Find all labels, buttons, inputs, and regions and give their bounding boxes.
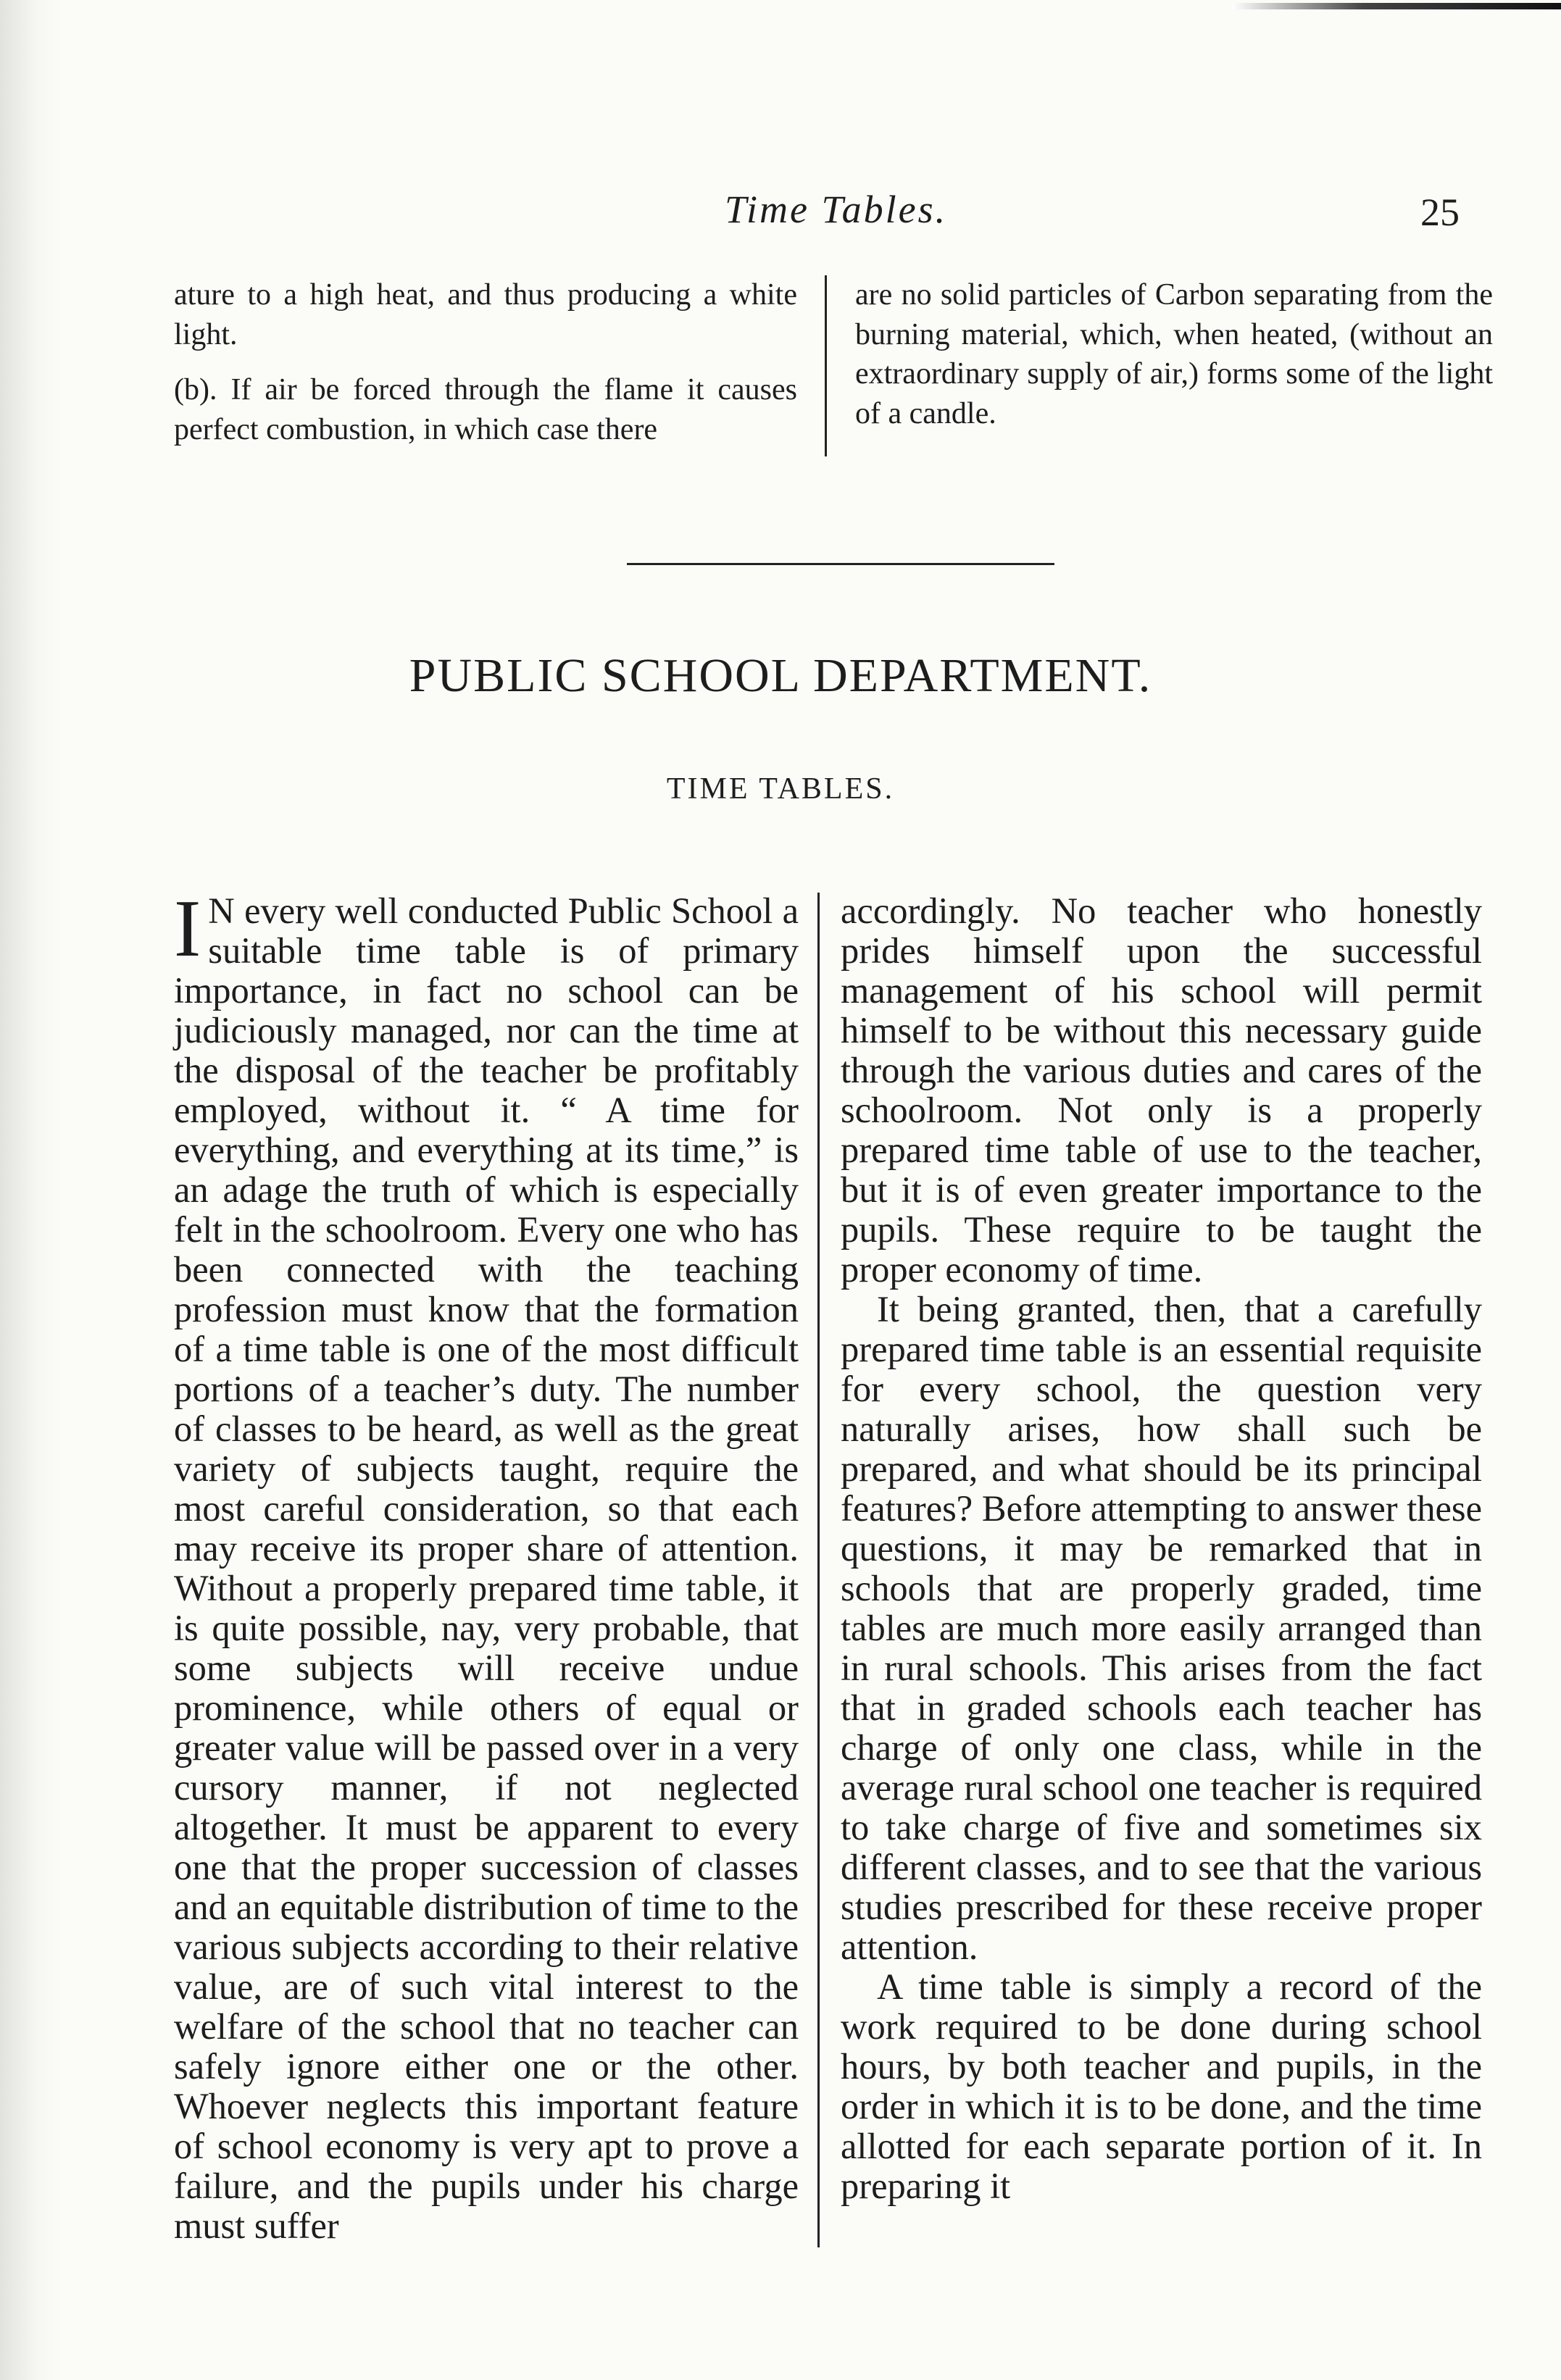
top-right-column (855, 275, 1493, 449)
article-paragraph-1-continued: accordingly. No teacher who honestly prides himself upon the successful management of his school will permit himself to be without this necessary guide through the various duties and cares of the schoolroom. Not only is a properly prepared time table of use to the teacher, but it is of even greater importance to the pupils. These require to be taught the proper economy of time. (841, 890, 1482, 1290)
article-paragraph-3: A time table is simply a record of the work required to be done during school hours, by both teacher and pupils, in the order in which it is to be done, and the time allotted for each separate portion of it. In preparing it (841, 1966, 1482, 2206)
article-paragraph-1 (174, 884, 799, 2246)
top-left-paragraph-1: ature to a high heat, and thus producing a white light. (174, 278, 797, 351)
department-title: PUBLIC SCHOOL DEPARTMENT. (409, 649, 1152, 702)
article-paragraph-2: It being granted, then, that a carefully prepared time table is an essential requisite for every school, the question very naturally arises, how shall such be prepared, and what should be its principal features? Before attempting to answer these questions, it may be remarked that in schools that are properly graded, time tables are much more easily arranged than in rural schools. This arises from the fact that in graded schools each teacher has charge of only one class, while in the average rural school one teacher is required to take charge of five and sometimes six different classes, and to see that the various studies prescribed for these receive proper attention. (841, 1289, 1482, 1967)
top-rule (1232, 3, 1561, 9)
drop-cap: I (174, 884, 201, 974)
article-left-column (174, 884, 799, 2304)
section-rule (627, 563, 1054, 565)
running-title: Time Tables. (725, 188, 948, 231)
top-column-divider (825, 275, 827, 456)
article-title: TIME TABLES. (666, 772, 895, 806)
top-left-paragraph-2: (b). If air be forced through the flame it causes perfect combustion, in which case there (174, 373, 797, 446)
article-column-divider (817, 893, 820, 2247)
scan-edge-shadow (0, 0, 62, 2380)
article-paragraph-1-text: N every well conducted Public School a suitable time table is of primary importance, in fact no school can be judiciously managed, nor can the time at the disposal of the teacher be profitably employed, without it. “ A time for everything, and everything at its time,” is an adage the truth of which is especially felt in the schoolroom. Every one who has been connected with the teaching profession must know that the formation of a time table is one of the most difficult portions of a teacher’s duty. The number of classes to be heard, as well as the great variety of subjects taught, require the most careful consideration, so that each may receive its proper share of attention. Without a properly prepared time table, it is quite possible, nay, very probable, that some subjects will receive undue prominence, while others of equal or greater value will be passed over in a very cursory manner, if not neglected altogether. It must be apparent to every one that the proper succession of classes and an equitable distribution of time to the various subjects according to their relative value, are of such vital interest to the welfare of the school that no teacher can safely ignore either one or the other. Whoever neglects this important feature of school economy is very apt to prove a failure, and the pupils under his charge must suffer (174, 890, 799, 2246)
top-left-column (174, 275, 797, 465)
page-number: 25 (1420, 191, 1460, 234)
article-right-column (841, 891, 1482, 2304)
top-right-paragraph-1: are no solid particles of Carbon separating from the burning material, which, when heated, (without an extraordinary supply of air,) forms some of the light of a candle. (855, 278, 1493, 430)
